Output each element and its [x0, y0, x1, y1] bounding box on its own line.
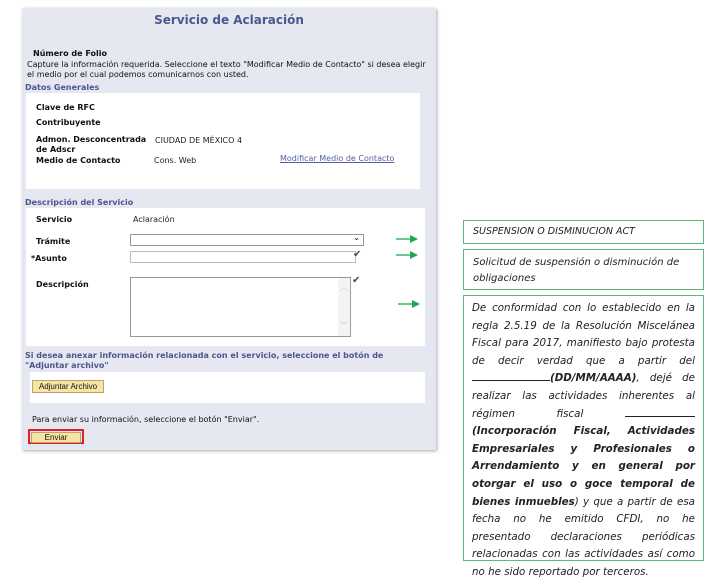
folio-label: Número de Folio: [33, 49, 107, 58]
date-format: (DD/MM/AAAA): [550, 372, 637, 385]
scroll-up-icon[interactable]: ︿: [340, 283, 348, 292]
asunto-input[interactable]: [130, 251, 356, 263]
descripcion-servicio-heading: Descripción del Servicio: [25, 198, 134, 207]
enviar-highlight: [28, 429, 84, 444]
spellcheck-icon[interactable]: ✔: [352, 275, 361, 286]
descripcion-label: Descripción: [36, 280, 89, 289]
scroll-down-icon[interactable]: ﹀: [340, 321, 348, 330]
admon-label: Admon. Desconcentrada de Adscr: [36, 135, 147, 154]
descripcion-textarea[interactable]: [130, 277, 351, 337]
tramite-annotation: [463, 220, 704, 244]
tramite-select[interactable]: [130, 234, 364, 246]
servicio-label: Servicio: [36, 215, 73, 224]
instructions: Capture la información requerida. Seleccione el texto "Modificar Medio de Contacto" si desea elegir el medio por el cual podemos comunicarnos con usted.: [27, 60, 426, 79]
adjuntar-instructions: Si desea anexar información relacionada con el servicio, seleccione el botón de "Adjuntar archivo": [25, 351, 384, 370]
rfc-label: Clave de RFC: [36, 103, 95, 112]
medio-value: Cons. Web: [154, 156, 197, 165]
spellcheck-icon[interactable]: ✔: [353, 249, 362, 260]
adjuntar-section: [30, 372, 425, 403]
asunto-annotation: [463, 249, 704, 290]
enviar-instructions: Para enviar su información, seleccione el botón "Enviar".: [32, 415, 260, 424]
admon-value: CIUDAD DE MÉXICO 4: [155, 136, 243, 145]
date-blank: [472, 370, 550, 381]
chevron-down-icon: ⌄: [353, 233, 360, 242]
medio-label: Medio de Contacto: [36, 156, 121, 165]
datos-generales-section: [26, 93, 420, 189]
scrollbar[interactable]: [338, 278, 350, 336]
descripcion-annotation: [463, 295, 704, 578]
arrow-right-icon: [396, 250, 418, 260]
page-title: Servicio de Aclaración: [154, 13, 304, 27]
contribuyente-label: Contribuyente: [36, 118, 101, 127]
regimenes-text: (Incorporación Fiscal, Actividades Empresariales y Profesionales o Arrendamiento y en general por otorgar el uso o goce temporal de bienes inmuebles: [472, 425, 695, 508]
adjuntar-archivo-button[interactable]: Adjuntar Archivo: [32, 380, 104, 393]
descripcion-text: , dejé de realizar las actividades inherentes al régimen fiscal: [472, 372, 695, 420]
regimen-blank: [625, 406, 695, 417]
arrow-right-icon: [398, 299, 420, 309]
descripcion-text: ) y que a partir de esa fecha no he emitido CFDI, no he presentado declaraciones periódicas relacionadas con las actividades así como no he sido reportado por terceros.: [472, 495, 695, 578]
tramite-label: Trámite: [36, 237, 71, 246]
servicio-value: Aclaración: [133, 215, 175, 224]
modificar-medio-link[interactable]: Modificar Medio de Contacto: [280, 154, 395, 163]
tramite-annotation-text: SUSPENSION O DISMINUCION ACT: [473, 226, 635, 237]
descripcion-text: De conformidad con lo establecido en la regla 2.5.19 de la Resolución Miscelánea Fiscal para 2017, manifiesto bajo protesta de decir verdad que a partir del: [472, 302, 695, 367]
service-form-panel: [22, 8, 436, 450]
enviar-button[interactable]: Enviar: [31, 432, 81, 443]
asunto-annotation-text: Solicitud de suspensión o disminución de obligaciones: [473, 257, 680, 284]
datos-generales-heading: Datos Generales: [25, 83, 100, 92]
asunto-label: *Asunto: [31, 254, 67, 263]
descripcion-servicio-section: [26, 208, 425, 346]
arrow-right-icon: [396, 234, 418, 244]
